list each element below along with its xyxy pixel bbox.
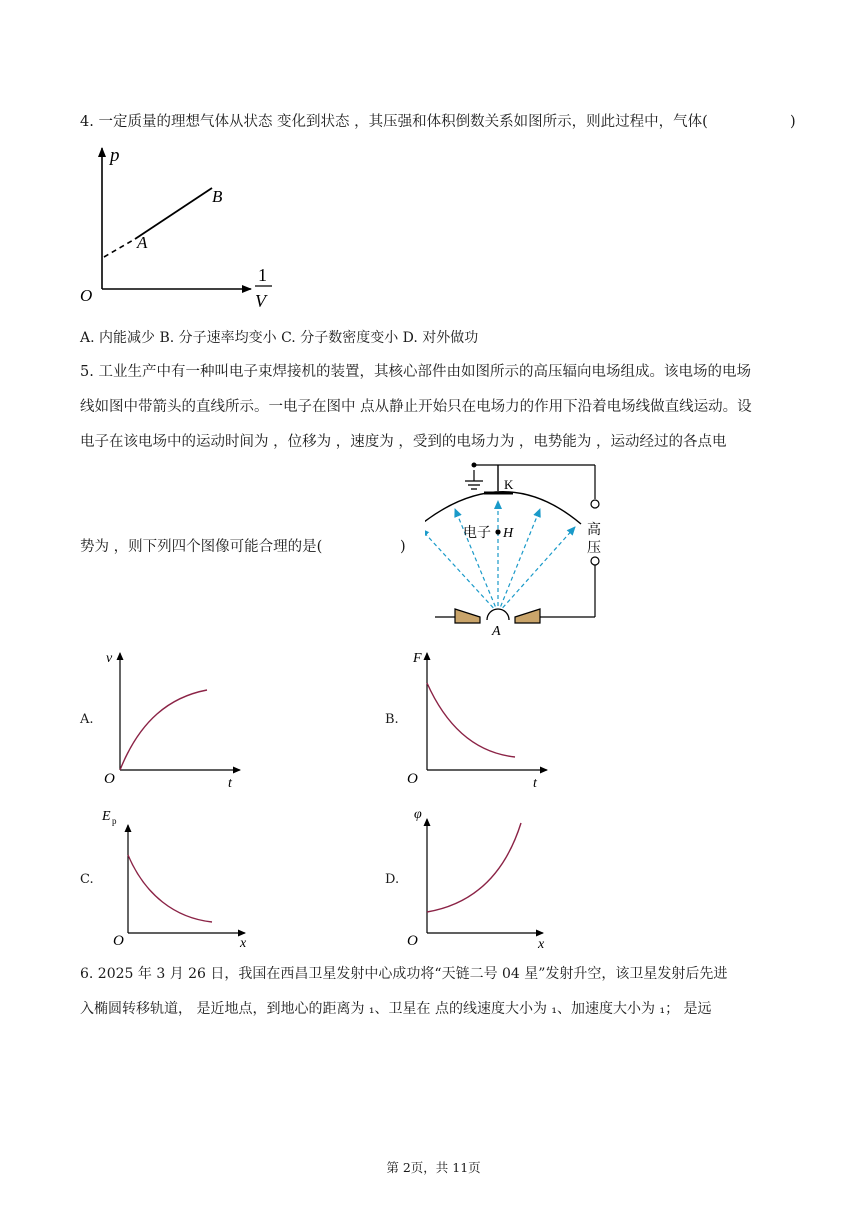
b-curve xyxy=(427,683,515,757)
d-x-label: x xyxy=(538,937,545,952)
c-y-label: E xyxy=(102,809,111,824)
q4-stem-text: 4. 一定质量的理想气体从状态 变化到状态 ，其压强和体积倒数关系如图所示，则此过程中，气体( xyxy=(80,114,708,130)
q5-line2: 线如图中带箭头的直线所示。一电子在图中 点从静止开始只在电场力的作用下沿着电场线做直线运动。设 xyxy=(80,399,752,415)
d-origin: O xyxy=(407,933,418,949)
b-y-label: F xyxy=(413,651,422,666)
a-origin: O xyxy=(104,771,115,787)
hv-terminal-top xyxy=(591,500,599,508)
option-d-graph xyxy=(403,805,563,953)
anode-hole xyxy=(487,609,509,620)
option-b-graph xyxy=(403,645,563,795)
q4-y-label: p xyxy=(110,145,120,166)
k-label: K xyxy=(504,477,514,492)
option-c-letter: C. xyxy=(80,872,94,887)
q4-pv-graph xyxy=(75,140,285,315)
q5-line1: 5. 工业生产中有一种叫电子束焊接机的装置，其核心部件由如图所示的高压辐向电场组成。该电场的电场 xyxy=(80,364,751,380)
q4-dashed-extension xyxy=(104,239,135,257)
d-curve xyxy=(427,823,521,912)
q4-point-b: B xyxy=(212,187,223,206)
a-curve xyxy=(120,690,207,770)
q4-paren-close: ) xyxy=(790,114,796,130)
a-label: A xyxy=(492,624,501,639)
field-line-1 xyxy=(425,529,498,613)
q5-electron-gun-diagram xyxy=(425,457,615,640)
page-footer: 第 2页，共 11页 xyxy=(386,1160,481,1175)
c-x-label: x xyxy=(240,936,247,951)
hv-label-1: 高 xyxy=(587,523,601,538)
h-label: H xyxy=(503,526,514,541)
c-y-sub: p xyxy=(112,816,117,826)
option-a-graph xyxy=(95,645,255,795)
left-electrode xyxy=(455,609,480,623)
d-y-label: φ xyxy=(414,807,422,822)
a-y-label: v xyxy=(106,651,113,666)
c-origin: O xyxy=(113,933,124,949)
option-a-letter: A. xyxy=(80,712,94,727)
q5-line3: 电子在该电场中的运动时间为 ，位移为 ，速度为 ，受到的电场力为 ，电势能为 ，运动经过的各点电 xyxy=(80,434,727,450)
option-b-letter: B. xyxy=(385,712,399,727)
q4-x-num: 1 xyxy=(258,265,267,285)
c-curve xyxy=(128,855,212,922)
right-electrode xyxy=(515,609,540,623)
a-x-label: t xyxy=(228,776,232,791)
b-origin: O xyxy=(407,771,418,787)
electron-label: 电子 xyxy=(463,526,491,541)
q4-process-line xyxy=(135,188,212,239)
q5-paren-close: ) xyxy=(400,539,406,555)
q4-point-a: A xyxy=(137,233,148,252)
q5-line4: 势为 ，则下列四个图像可能合理的是( xyxy=(80,539,323,555)
q6-line2: 入椭圆转移轨道， 是近地点，到地心的距离为 ₁、卫星在 点的线速度大小为 ₁、加速度大小为 ₁； 是远 xyxy=(80,1001,712,1017)
hv-terminal-bottom xyxy=(591,557,599,565)
q6-line1: 6. 2025 年 3 月 26 日，我国在西昌卫星发射中心成功将“天链二号 04 星”发射升空，该卫星发射后先进 xyxy=(80,966,728,982)
q4-options: A. 内能减少 B. 分子速率均变小 C. 分子数密度变小 D. 对外做功 xyxy=(80,330,479,346)
field-line-4 xyxy=(498,509,540,613)
q4-x-den: V xyxy=(255,291,266,311)
hv-label-2: 压 xyxy=(587,541,601,556)
field-line-2 xyxy=(455,509,498,613)
q4-origin: O xyxy=(80,286,93,305)
q4-stem xyxy=(80,112,708,132)
b-x-label: t xyxy=(533,776,537,791)
point-h xyxy=(495,529,500,534)
option-c-graph xyxy=(100,805,260,953)
option-d-letter: D. xyxy=(385,872,400,887)
